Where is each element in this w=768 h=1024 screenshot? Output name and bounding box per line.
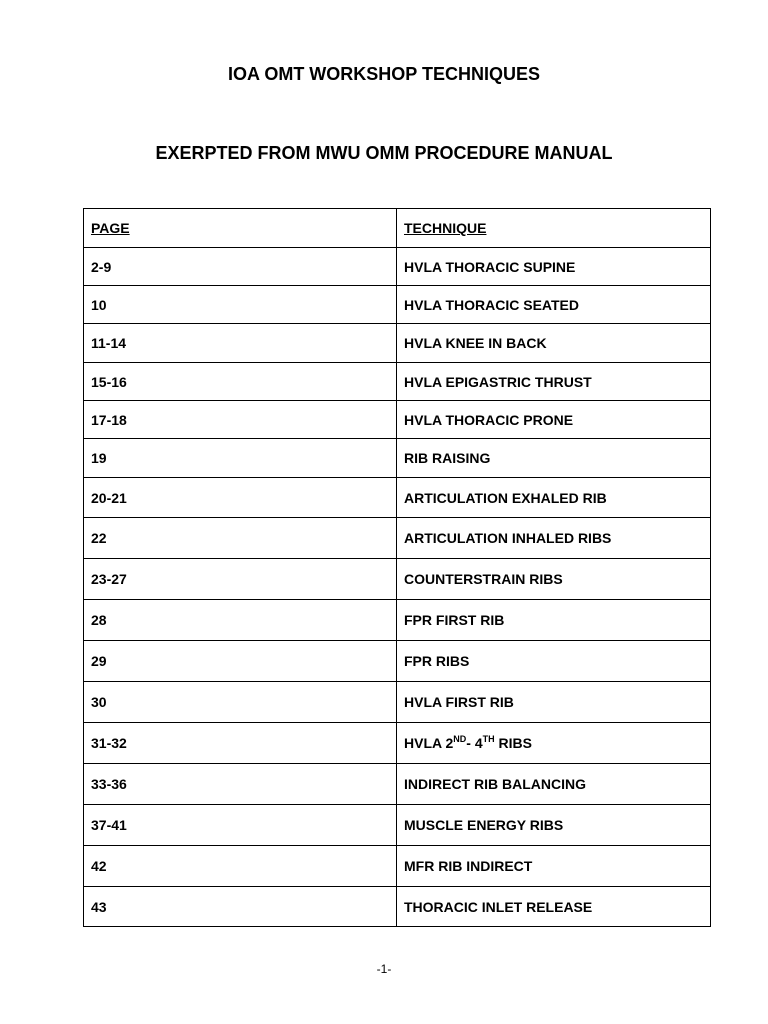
cell-technique: HVLA THORACIC PRONE <box>397 401 711 439</box>
cell-page: 29 <box>84 641 397 682</box>
cell-page: 43 <box>84 887 397 927</box>
cell-page: 19 <box>84 439 397 478</box>
cell-page: 11-14 <box>84 324 397 363</box>
cell-technique: FPR FIRST RIB <box>397 600 711 641</box>
table-row <box>84 600 711 641</box>
cell-technique: HVLA 2ND- 4TH RIBS <box>397 723 711 764</box>
cell-technique: INDIRECT RIB BALANCING <box>397 764 711 805</box>
document-title: IOA OMT WORKSHOP TECHNIQUES <box>227 64 540 84</box>
table-row <box>84 439 711 478</box>
cell-page: 30 <box>84 682 397 723</box>
table-row <box>84 518 711 559</box>
table-row <box>84 324 711 363</box>
cell-technique: HVLA THORACIC SUPINE <box>397 248 711 286</box>
cell-page: 42 <box>84 846 397 887</box>
document-subtitle: EXERPTED FROM MWU OMM PROCEDURE MANUAL <box>155 143 613 163</box>
cell-technique: RIB RAISING <box>397 439 711 478</box>
cell-technique: HVLA KNEE IN BACK <box>397 324 711 363</box>
cell-technique: HVLA FIRST RIB <box>397 682 711 723</box>
cell-page: 17-18 <box>84 401 397 439</box>
page-number: -1- <box>376 962 392 976</box>
cell-page: 31-32 <box>84 723 397 764</box>
cell-technique: MUSCLE ENERGY RIBS <box>397 805 711 846</box>
cell-technique: COUNTERSTRAIN RIBS <box>397 559 711 600</box>
cell-page: 23-27 <box>84 559 397 600</box>
header-page: PAGE <box>84 209 397 248</box>
cell-page: 20-21 <box>84 478 397 518</box>
cell-page: 22 <box>84 518 397 559</box>
table-row <box>84 805 711 846</box>
table-row <box>84 248 711 286</box>
cell-technique: ARTICULATION EXHALED RIB <box>397 478 711 518</box>
table-row <box>84 682 711 723</box>
cell-technique: HVLA THORACIC SEATED <box>397 286 711 324</box>
table-row <box>84 887 711 927</box>
table-row <box>84 723 711 764</box>
cell-technique: FPR RIBS <box>397 641 711 682</box>
table-row <box>84 286 711 324</box>
table-row <box>84 478 711 518</box>
cell-page: 2-9 <box>84 248 397 286</box>
cell-technique: HVLA EPIGASTRIC THRUST <box>397 363 711 401</box>
table-row <box>84 363 711 401</box>
cell-page: 37-41 <box>84 805 397 846</box>
table-row <box>84 641 711 682</box>
header-technique: TECHNIQUE <box>397 209 711 248</box>
table-row <box>84 764 711 805</box>
table-row <box>84 401 711 439</box>
cell-technique: THORACIC INLET RELEASE <box>397 887 711 927</box>
table-row <box>84 559 711 600</box>
table-header-row <box>84 209 711 248</box>
table-row <box>84 846 711 887</box>
cell-technique: ARTICULATION INHALED RIBS <box>397 518 711 559</box>
cell-page: 33-36 <box>84 764 397 805</box>
cell-technique: MFR RIB INDIRECT <box>397 846 711 887</box>
cell-page: 10 <box>84 286 397 324</box>
cell-page: 15-16 <box>84 363 397 401</box>
techniques-table <box>83 208 711 927</box>
cell-page: 28 <box>84 600 397 641</box>
